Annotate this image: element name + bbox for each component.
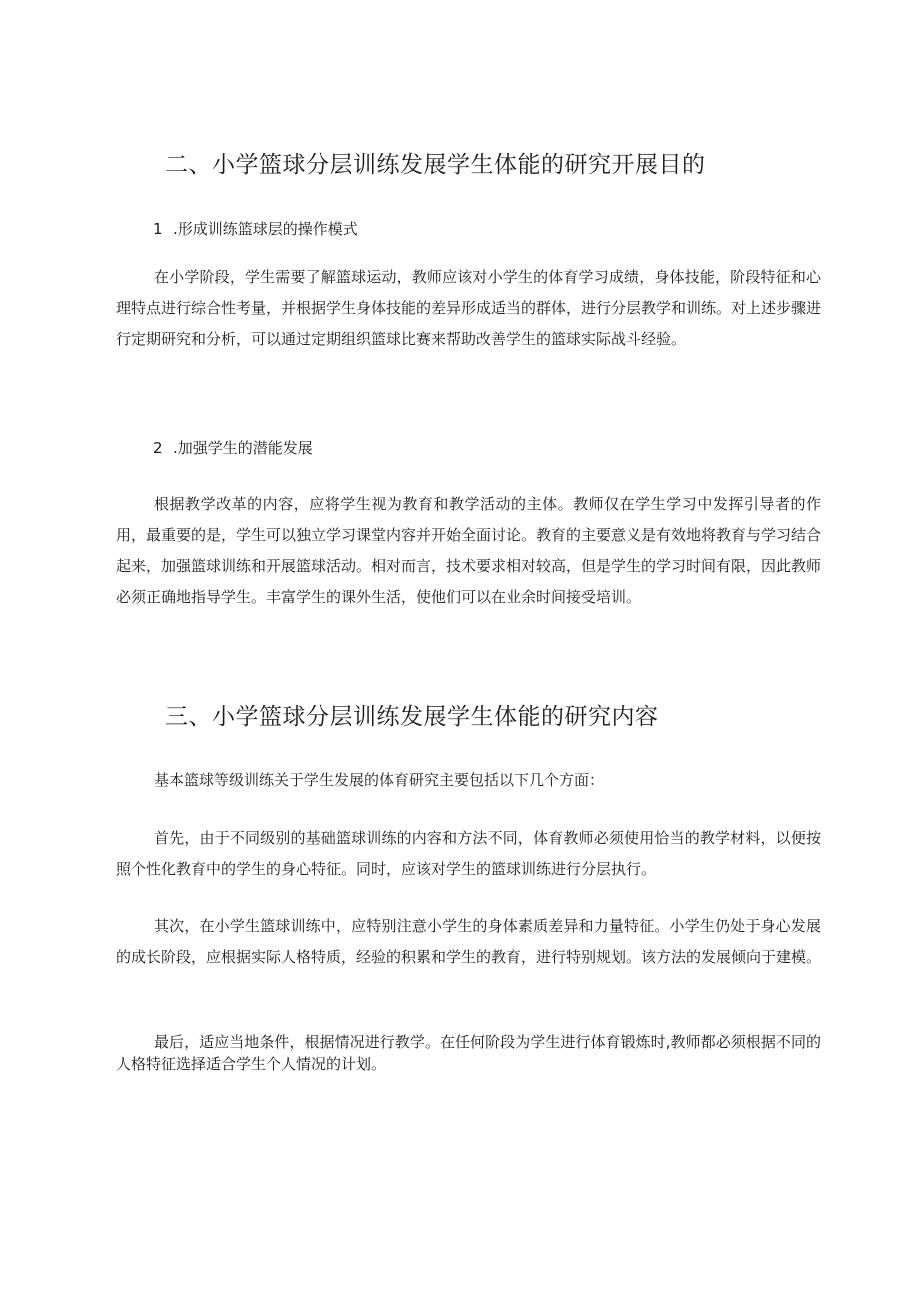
section-2-heading: 二、小学篮球分层训练发展学生体能的研究开展目的: [165, 152, 706, 178]
section-3-paragraph-last: 最后，适应当地条件，根据情况进行教学。在任何阶段为学生进行体育锻炼时,教师都必须根据不同的人格特征选择适合学生个人情况的计划。: [116, 1033, 821, 1073]
section-3-intro: 基本篮球等级训练关于学生发展的体育研究主要包括以下几个方面：: [154, 771, 605, 789]
subsection-2-number: 2: [153, 439, 163, 457]
subsection-2-title: .加强学生的潜能发展: [173, 439, 313, 457]
section-3-paragraph-second: 其次，在小学生篮球训练中，应特别注意小学生的身体素质差异和力量特征。小学生仍处于身心发展的成长阶段，应根据实际人格特质，经验的积累和学生的教育，进行特别规划。该方法的发展倾向于建模。: [116, 917, 822, 966]
section-3-heading: 三、小学篮球分层训练发展学生体能的研究内容: [165, 704, 659, 730]
subsection-1-number: 1: [153, 220, 163, 238]
subsection-1-title: .形成训练篮球层的操作模式: [173, 220, 358, 238]
subsection-1-heading: [153, 218, 358, 240]
subsection-2-paragraph: 根据教学改革的内容，应将学生视为教育和教学活动的主体。教师仅在学生学习中发挥引导者的作用，最重要的是，学生可以独立学习课堂内容并开始全面讨论。教育的主要意义是有效地将教育与学习结合起来，加强篮球训练和开展篮球活动。相对而言，技术要求相对较高，但是学生的学习时间有限，因此教师必须正确地指导学生。丰富学生的课外生活，使他们可以在业余时间接受培训。: [116, 495, 822, 606]
subsection-2-heading: [153, 437, 313, 459]
section-3-paragraph-first: 首先，由于不同级别的基础篮球训练的内容和方法不同，体育教师必须使用恰当的教学材料，以便按照个性化教育中的学生的身心特征。同时，应该对学生的篮球训练进行分层执行。: [116, 829, 821, 878]
subsection-1-paragraph: 在小学阶段，学生需要了解篮球运动，教师应该对小学生的体育学习成绩，身体技能，阶段特征和心理特点进行综合性考量，并根据学生身体技能的差异形成适当的群体，进行分层教学和训练。对上述步骤进行定期研究和分析，可以通过定期组织篮球比赛来帮助改善学生的篮球实际战斗经验。: [116, 268, 822, 348]
